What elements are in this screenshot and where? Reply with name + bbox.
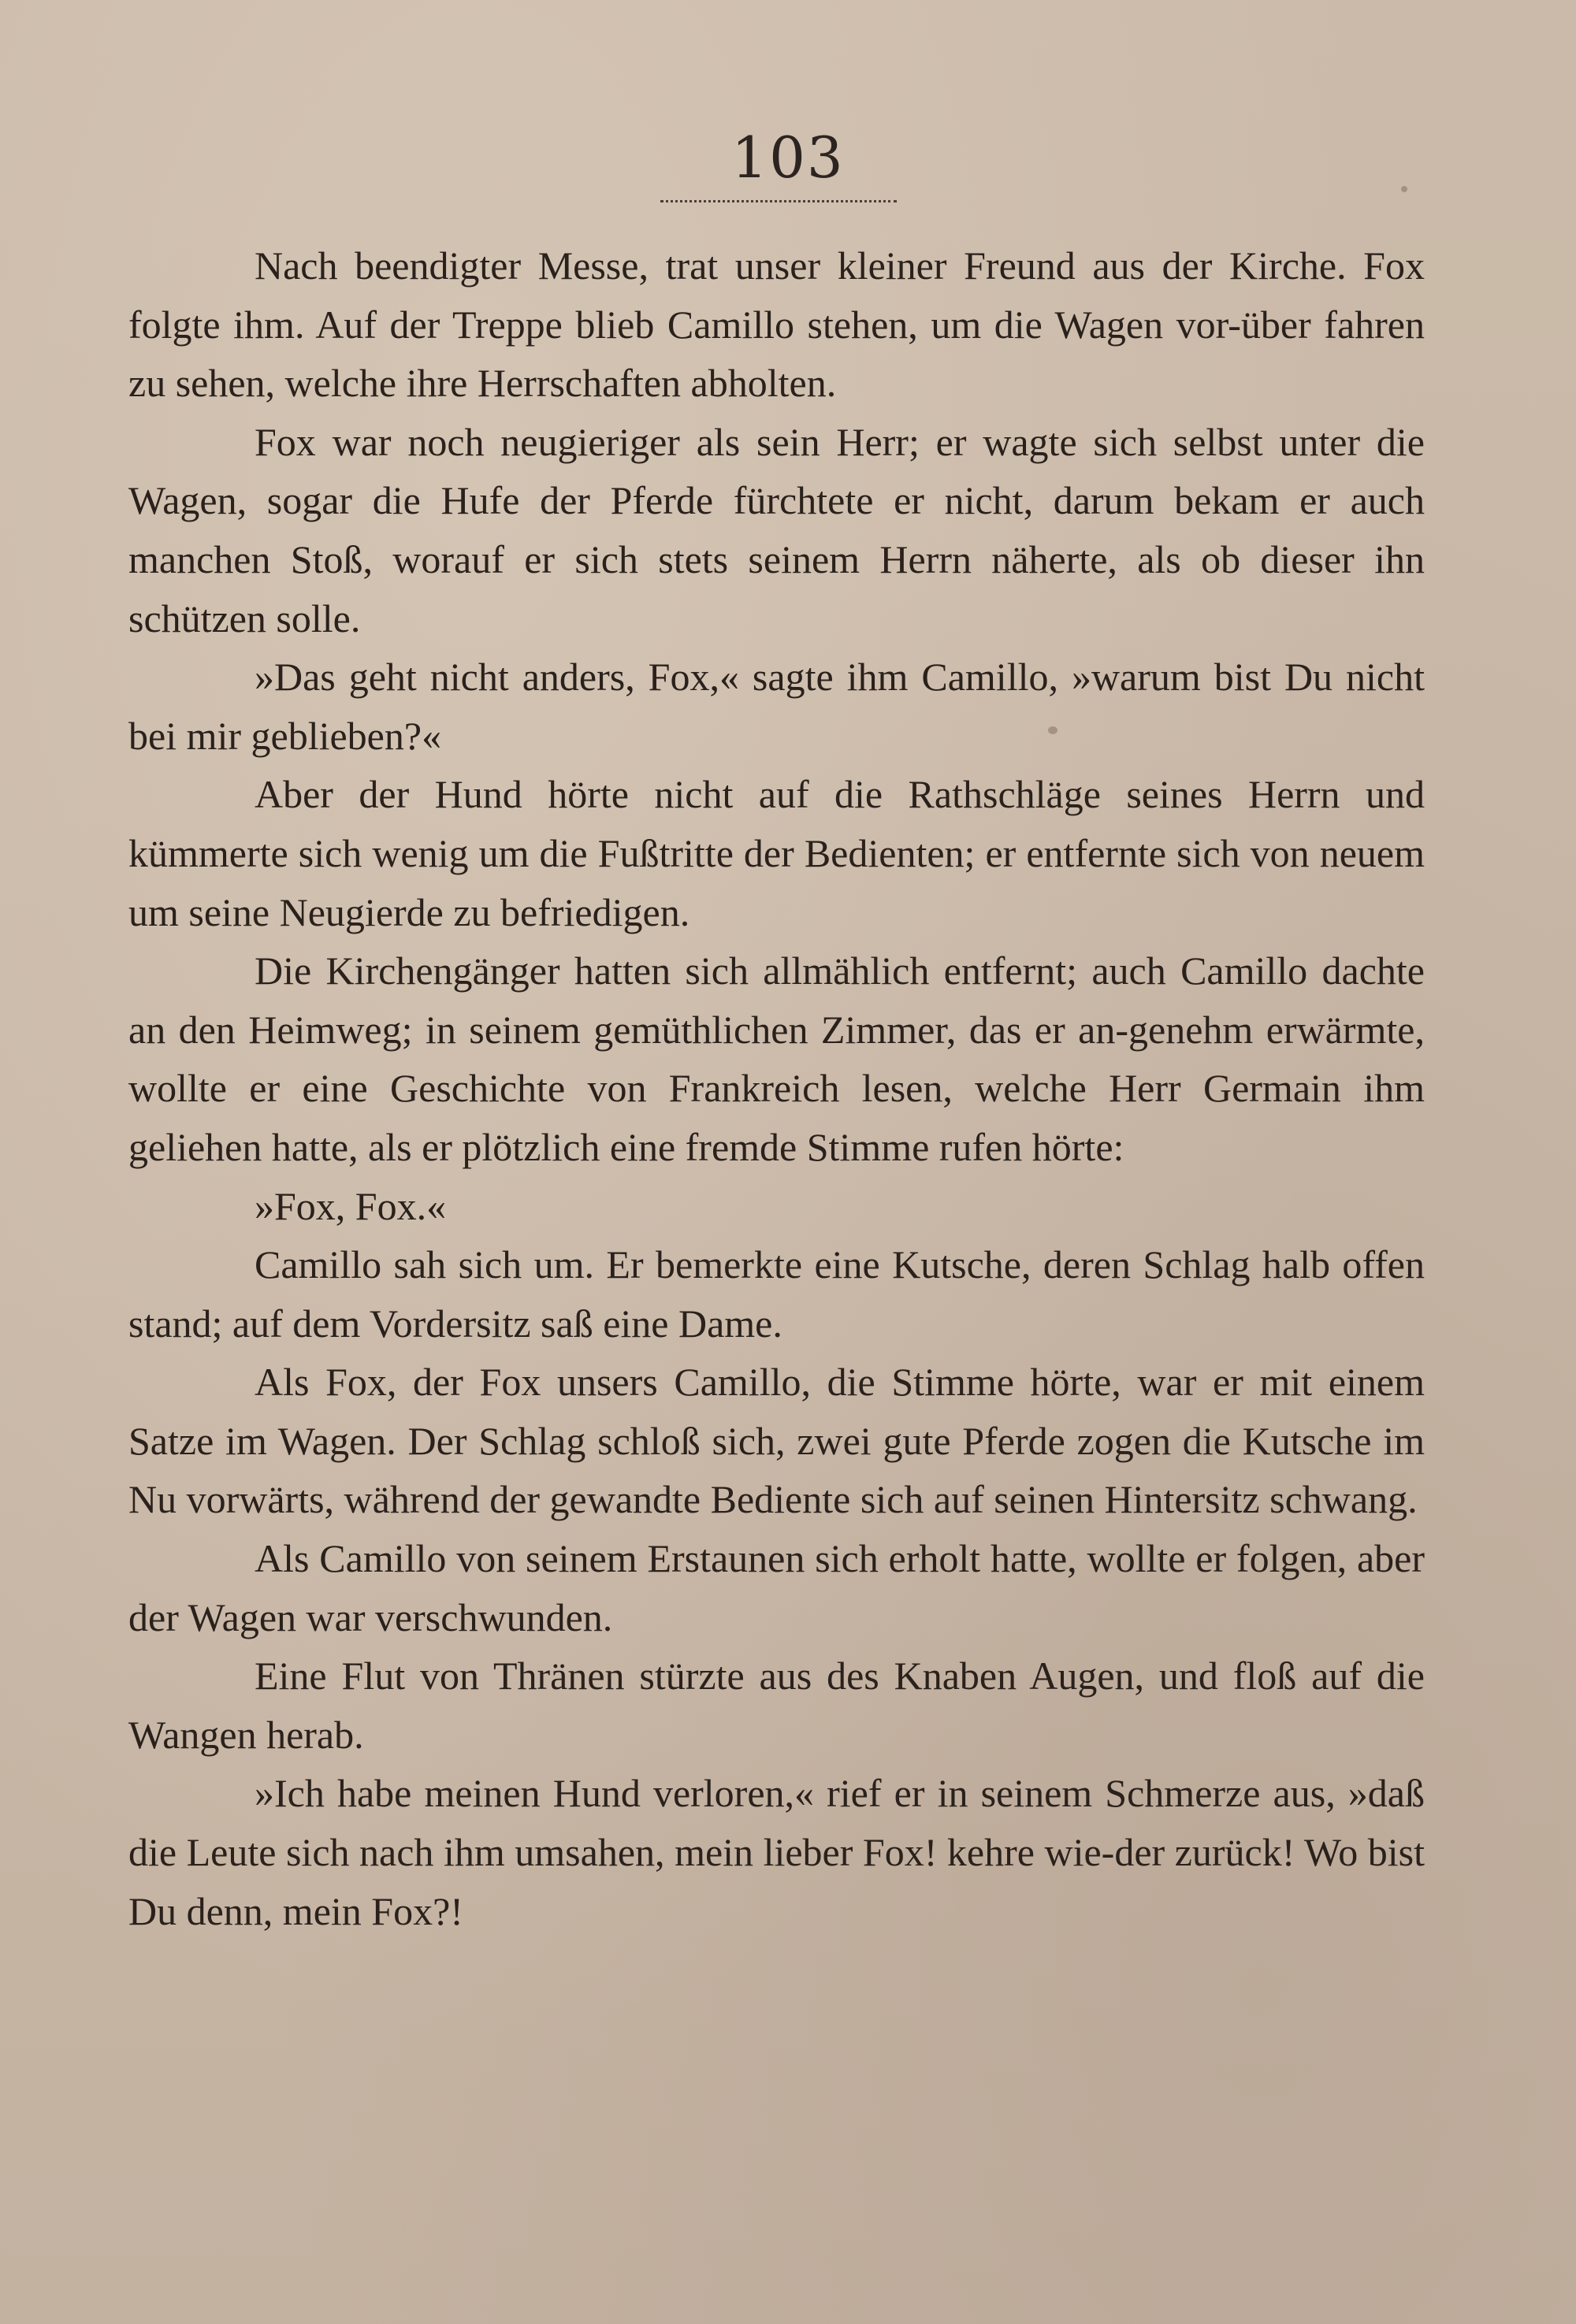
body-text	[128, 236, 1425, 1940]
paragraph: Camillo sah sich um. Er bemerkte eine Kutsche, deren Schlag halb offen stand; auf dem Vordersitz saß eine Dame.	[128, 1242, 1425, 1346]
paragraph: Als Fox, der Fox unsers Camillo, die Stimme hörte, war er mit einem Satze im Wagen. Der Schlag schloß sich, zwei gute Pferde zogen die Kutsche im Nu vorwärts, während der gewandte Bediente sich auf seinen Hintersitz schwang.	[128, 1360, 1425, 1522]
page-number: 103	[731, 124, 845, 191]
paragraph: »Fox, Fox.«	[255, 1183, 447, 1228]
paragraph: Die Kirchengänger hatten sich allmählich entfernt; auch Camillo dachte an den Heimweg; in seinem gemüthlichen Zimmer, das er an-genehm erwärmte, wollte er eine Geschichte von Frankreich lesen, welche Herr Germain ihm geliehen hatte, als er plötzlich eine fremde Stimme rufen hörte:	[128, 949, 1425, 1169]
paragraph: Als Camillo von seinem Erstaunen sich erholt hatte, wollte er folgen, aber der Wagen war verschwunden.	[128, 1536, 1425, 1639]
paper-speck	[1401, 186, 1407, 192]
paragraph: Eine Flut von Thränen stürzte aus des Knaben Augen, und floß auf die Wangen herab.	[128, 1654, 1425, 1757]
paragraph: Fox war noch neugieriger als sein Herr; er wagte sich selbst unter die Wagen, sogar die Hufe der Pferde fürchtete er nicht, darum bekam er auch manchen Stoß, worauf er sich stets seinem Herrn näherte, als ob dieser ihn schützen solle.	[128, 419, 1425, 640]
paragraph: »Ich habe meinen Hund verloren,« rief er in seinem Schmerze aus, »daß die Leute sich nach ihm umsahen, mein lieber Fox! kehre wie-der zurück! Wo bist Du denn, mein Fox?!	[128, 1771, 1425, 1933]
dotted-rule	[660, 200, 897, 202]
paragraph: Aber der Hund hörte nicht auf die Rathschläge seines Herrn und kümmerte sich wenig um die Fußtritte der Bedienten; er entfernte sich von neuem um seine Neugierde zu befriedigen.	[128, 772, 1425, 934]
paragraph: Nach beendigter Messe, trat unser kleiner Freund aus der Kirche. Fox folgte ihm. Auf der Treppe blieb Camillo stehen, um die Wagen vor-über fahren zu sehen, welche ihre Herrschaften abholten.	[128, 243, 1425, 406]
paragraph: »Das geht nicht anders, Fox,« sagte ihm Camillo, »warum bist Du nicht bei mir geblieben?«	[128, 655, 1425, 758]
